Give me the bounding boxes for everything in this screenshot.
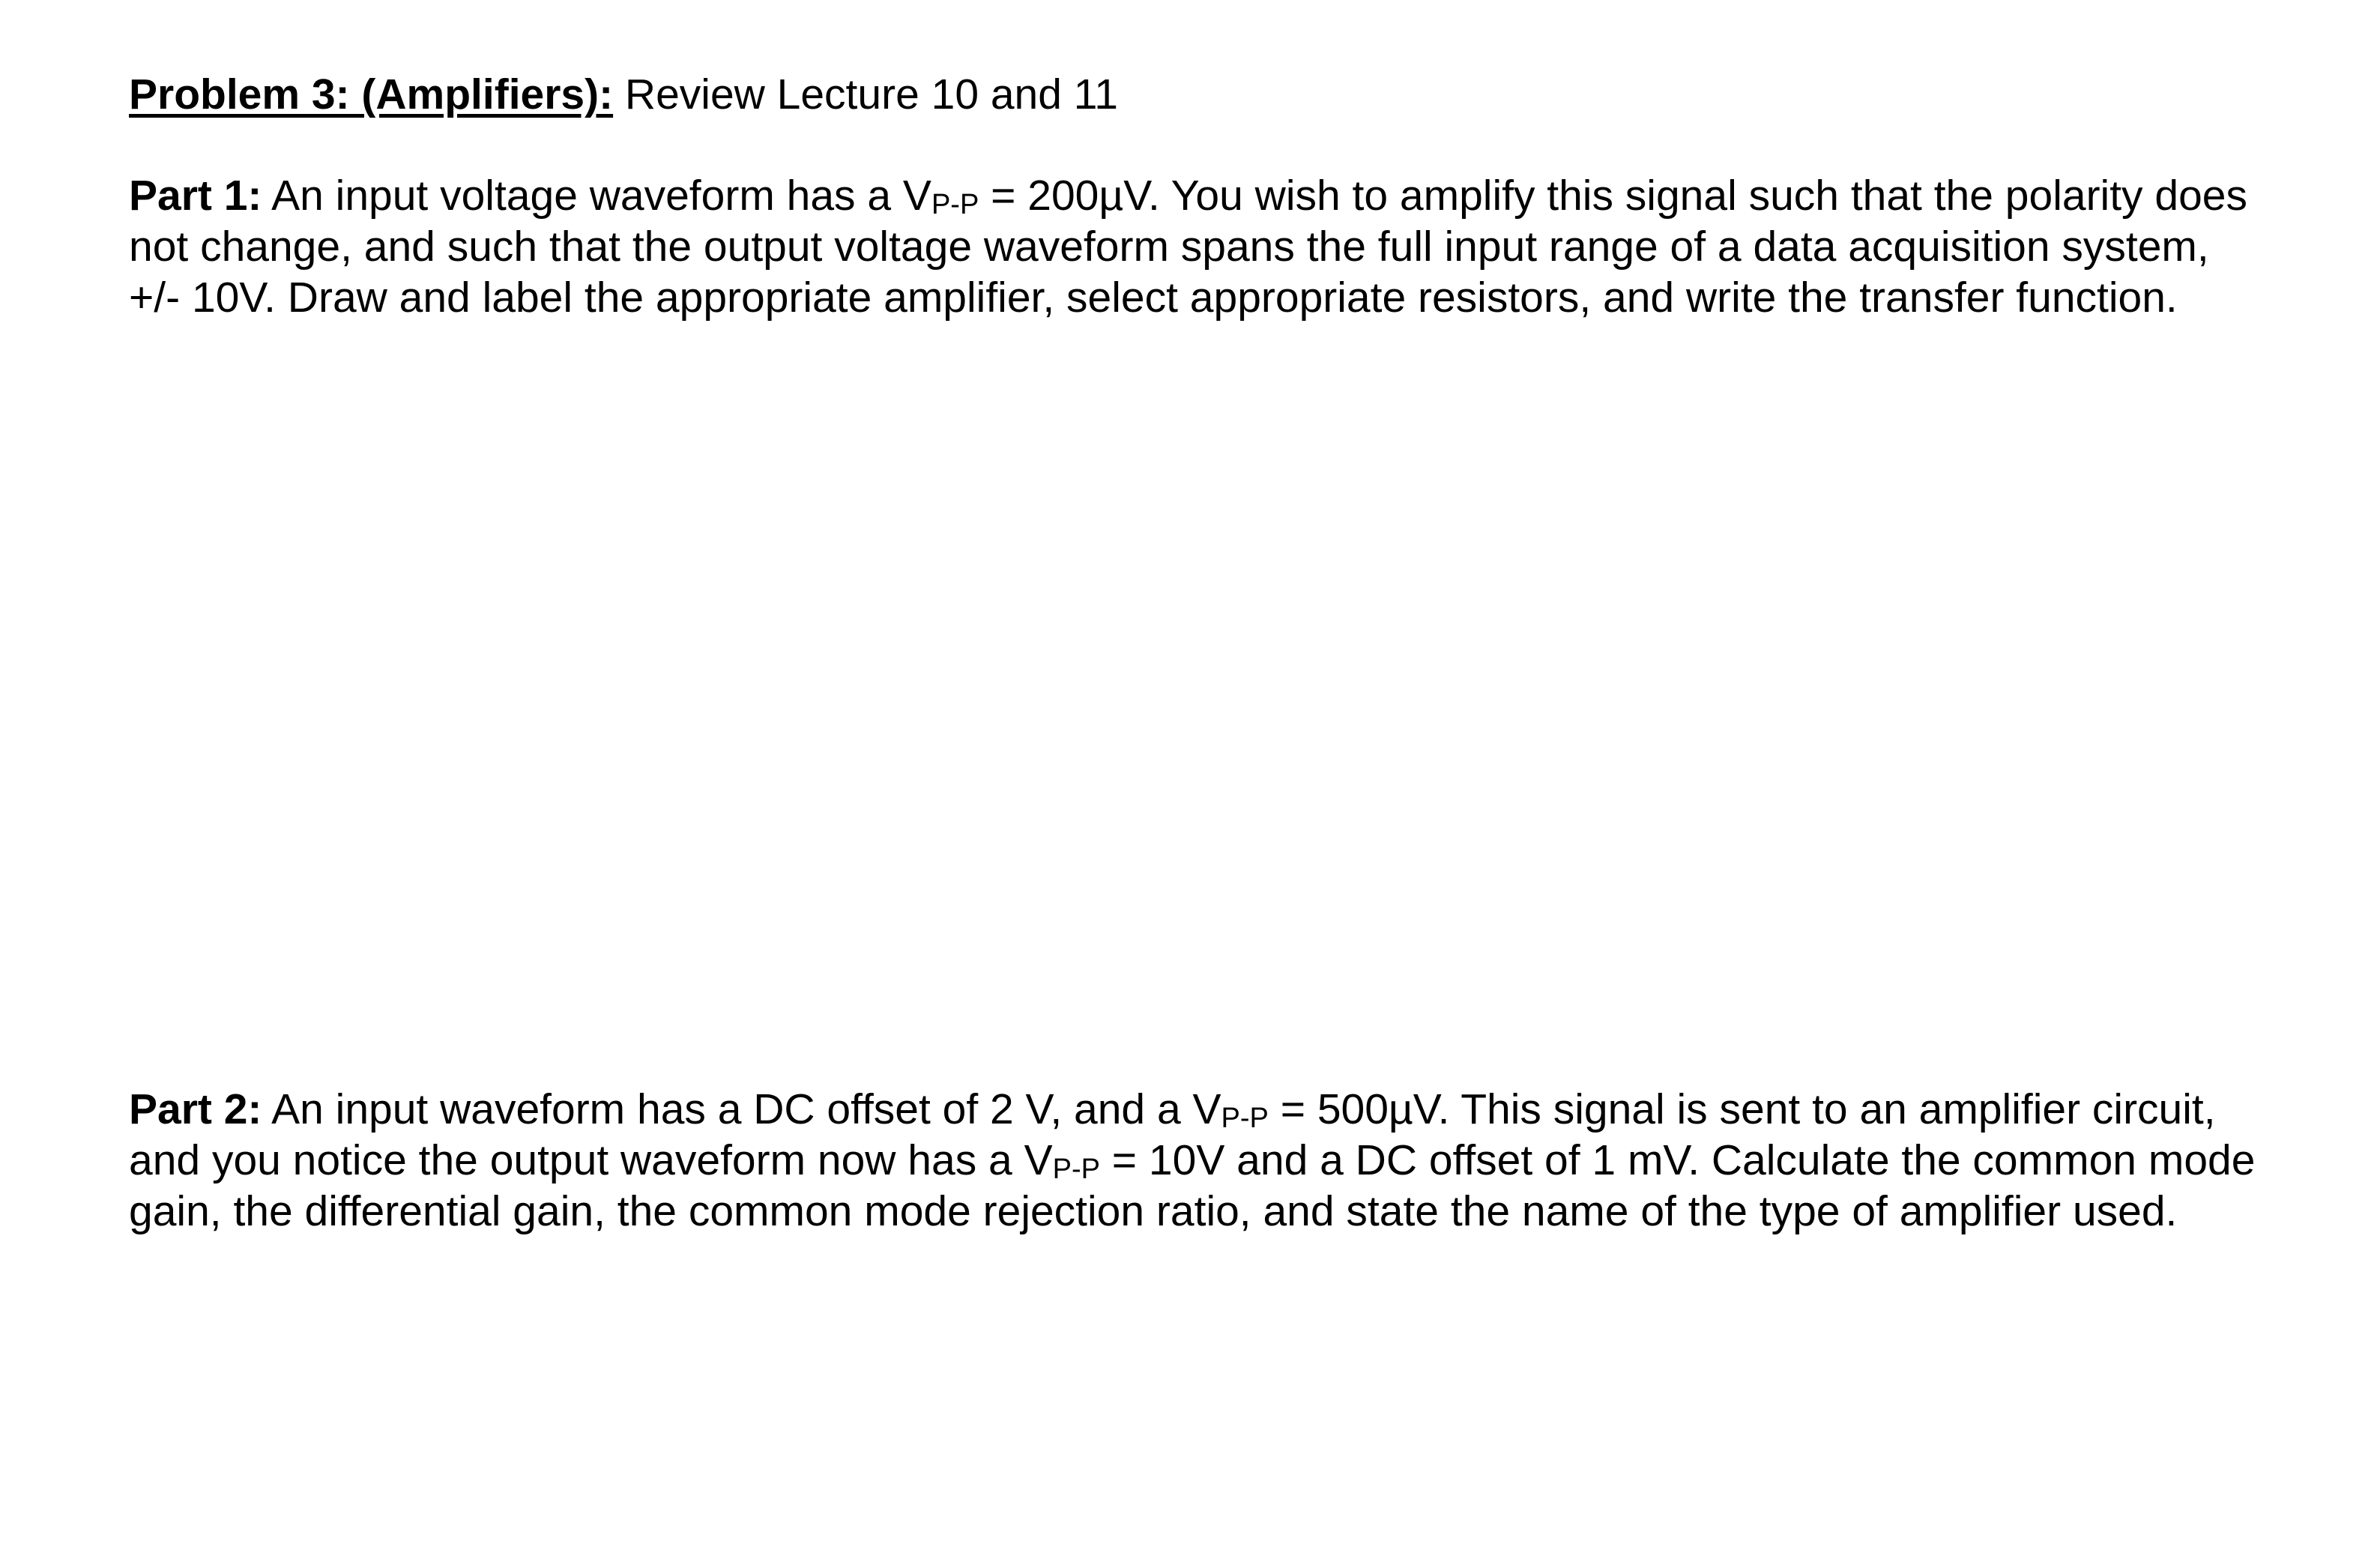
problem-heading-label: Problem 3: (Amplifiers): [129,70,614,118]
problem-heading [129,69,1118,120]
part1-line-1-text-a: An input voltage waveform has a V [262,172,931,220]
problem-heading-text: Review Lecture 10 and 11 [613,70,1118,118]
part1-line-1-text-b: = 200µV. You wish to amplify this signal such that the polarity does [979,172,2247,220]
part1-vpp-subscript: P-P [931,189,979,220]
part2-line-1-text-a: An input waveform has a DC offset of 2 V, and a V [262,1085,1221,1133]
part1-label: Part 1: [129,172,262,220]
part2-vpp-subscript-2: P-P [1052,1154,1100,1185]
part2-line-1-text-b: = 500µV. This signal is sent to an amplifier circuit, [1268,1085,2216,1133]
part2-vpp-subscript-1: P-P [1221,1103,1269,1134]
part2-line-2-text-b: = 10V and a DC offset of 1 mV. Calculate the common mode [1099,1136,2256,1184]
part1-line-3: +/- 10V. Draw and label the appropriate amplifier, select appropriate resistors, and write the transfer function. [129,274,2178,322]
part2-line-3: gain, the differential gain, the common mode rejection ratio, and state the name of the type of amplifier used. [129,1187,2178,1235]
part2-label: Part 2: [129,1085,262,1133]
part2-line-2-text-a: and you notice the output waveform now has a V [129,1136,1053,1184]
part1-line-2: not change, and such that the output voltage waveform spans the full input range of a data acquisition system, [129,223,2209,271]
